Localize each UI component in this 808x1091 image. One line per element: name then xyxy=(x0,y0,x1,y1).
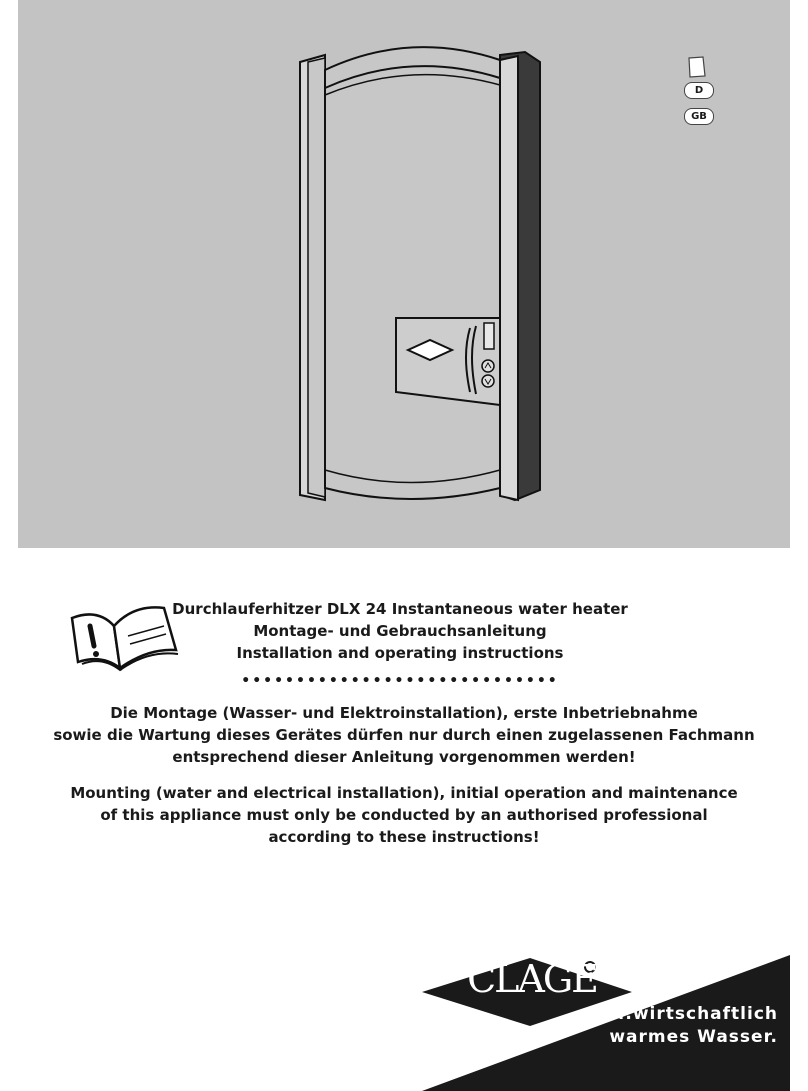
slogan-line-1: ...wirtschaftlich xyxy=(610,1004,778,1024)
notice-line: sowie die Wartung dieses Gerätes dürfen nur durch einen zugelassenen Fachmann xyxy=(53,726,755,744)
notice-line: entsprechend dieser Anleitung vorgenommen werden! xyxy=(172,748,636,766)
language-badge-gb: GB xyxy=(684,108,714,125)
dot-separator: ••••••••••••••••••••••••••••• xyxy=(241,673,559,689)
notice-line: Die Montage (Wasser- und Elektroinstallation), erste Inbetriebnahme xyxy=(110,704,698,722)
clage-logo: CLAGE xyxy=(467,957,597,1001)
notice-line: according to these instructions! xyxy=(268,828,540,846)
subtitle-german: Montage- und Gebrauchsanleitung xyxy=(253,622,547,640)
notice-line: of this appliance must only be conducted by an authorised professional xyxy=(100,806,708,824)
notice-line: Mounting (water and electrical installation), initial operation and maintenance xyxy=(70,784,738,802)
slogan-line-2: warmes Wasser. xyxy=(609,1027,778,1047)
language-badge-d: D xyxy=(684,82,714,99)
subtitle-english: Installation and operating instructions xyxy=(236,644,564,662)
product-title: Durchlauferhitzer DLX 24 Instantaneous water heater xyxy=(172,600,628,618)
